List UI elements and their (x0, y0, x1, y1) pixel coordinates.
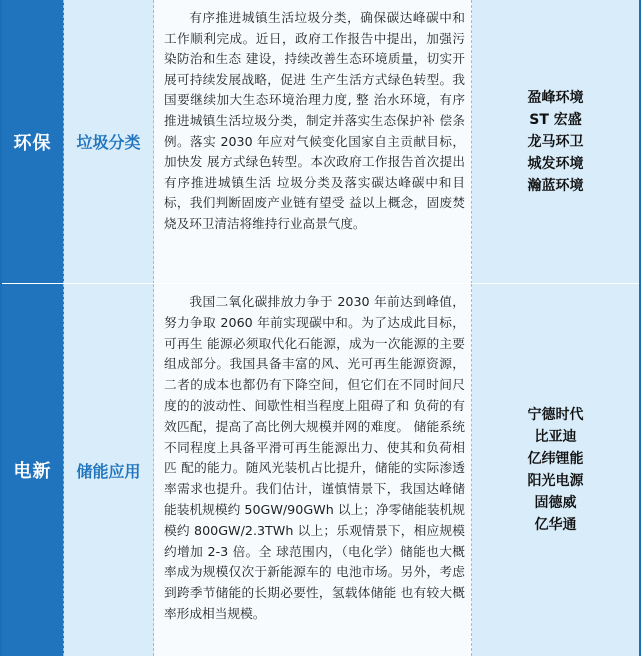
sector-cell: 环保 (2, 0, 64, 284)
table-row-power-new-energy (2, 284, 639, 656)
company-name: 龙马环卫 (527, 133, 584, 150)
company-name: ST 宏盛 (529, 111, 582, 128)
company-name: 瀚蓝环境 (527, 177, 584, 194)
sector-cell: 电新 (2, 284, 64, 656)
company-name: 盈峰环境 (527, 89, 584, 106)
company-name: 阳光电源 (527, 473, 584, 489)
companies-cell (472, 284, 639, 656)
company-name: 固德威 (534, 495, 577, 511)
company-name: 城发环境 (527, 155, 584, 172)
companies-cell (472, 0, 639, 284)
description-text: 我国二氧化碳排放力争于 2030 年前达到峰值，努力争取 2060 年前实现碳中和。为了达成此目标，可再生 能源必须取代化石能源，成为一次能源的主要组成部分。我国具备丰富的风、光可再生能源资源，二者的成本也都仍有下降空间，但它们在不同时间尺度的的波动性、间歇性相当程度上阻碍了和 负荷的有效匹配，提高了高比例大规模并网的难度。 储能系统不同程度上具备平滑可再生能源出力、使其和负荷相匹 配的能力。随风光装机占比提升，储能的实际渗透率需求也提升。我们估计，谨慎情景下，我国达峰储 能装机规模约 50GW/90GWh 以上；净零储能装机规模约 800GW/2.3TWh 以上；乐观情景下，相应规模约增加 2-3 倍。全 球范围内，（电化学）储能也大概率成为规模仅次于新能源车的 电池市场。另外，考虑到跨季节储能的长期必要性，氢载体储能 也有较大概率形成相当规模。 (164, 294, 465, 621)
company-name: 比亚迪 (534, 429, 577, 445)
description-cell (154, 284, 472, 656)
company-name: 宁德时代 (527, 407, 584, 423)
description-text: 有序推进城镇生活垃圾分类，确保碳达峰碳中和工作顺利完成。近日，政府工作报告中提出，加强污染防治和生态 建设，持续改善生态环境质量，切实开展可持续发展战略，促进 生产生活方式绿色转型。我国要继续加大生态环境治理力度, 整 治水环境，有序推进城镇生活垃圾分类，制定并落实生态保护补 偿条例。落实 2030 年应对气候变化国家自主贡献目标，加快发 展方式绿色转型。本次政府工作报告首次提出有序推进城镇生活 垃圾分类及落实碳达峰碳中和目标，我们判断固废产业链有望受 益以上概念，固废焚烧及环卫清洁将维持行业高景气度。 (164, 10, 465, 231)
topic-cell: 垃圾分类 (64, 0, 154, 284)
description-cell (154, 0, 472, 284)
company-name: 亿纬锂能 (527, 451, 584, 467)
company-name: 亿华通 (534, 517, 577, 533)
table-row-environment (2, 0, 639, 284)
topic-cell: 储能应用 (64, 284, 154, 656)
